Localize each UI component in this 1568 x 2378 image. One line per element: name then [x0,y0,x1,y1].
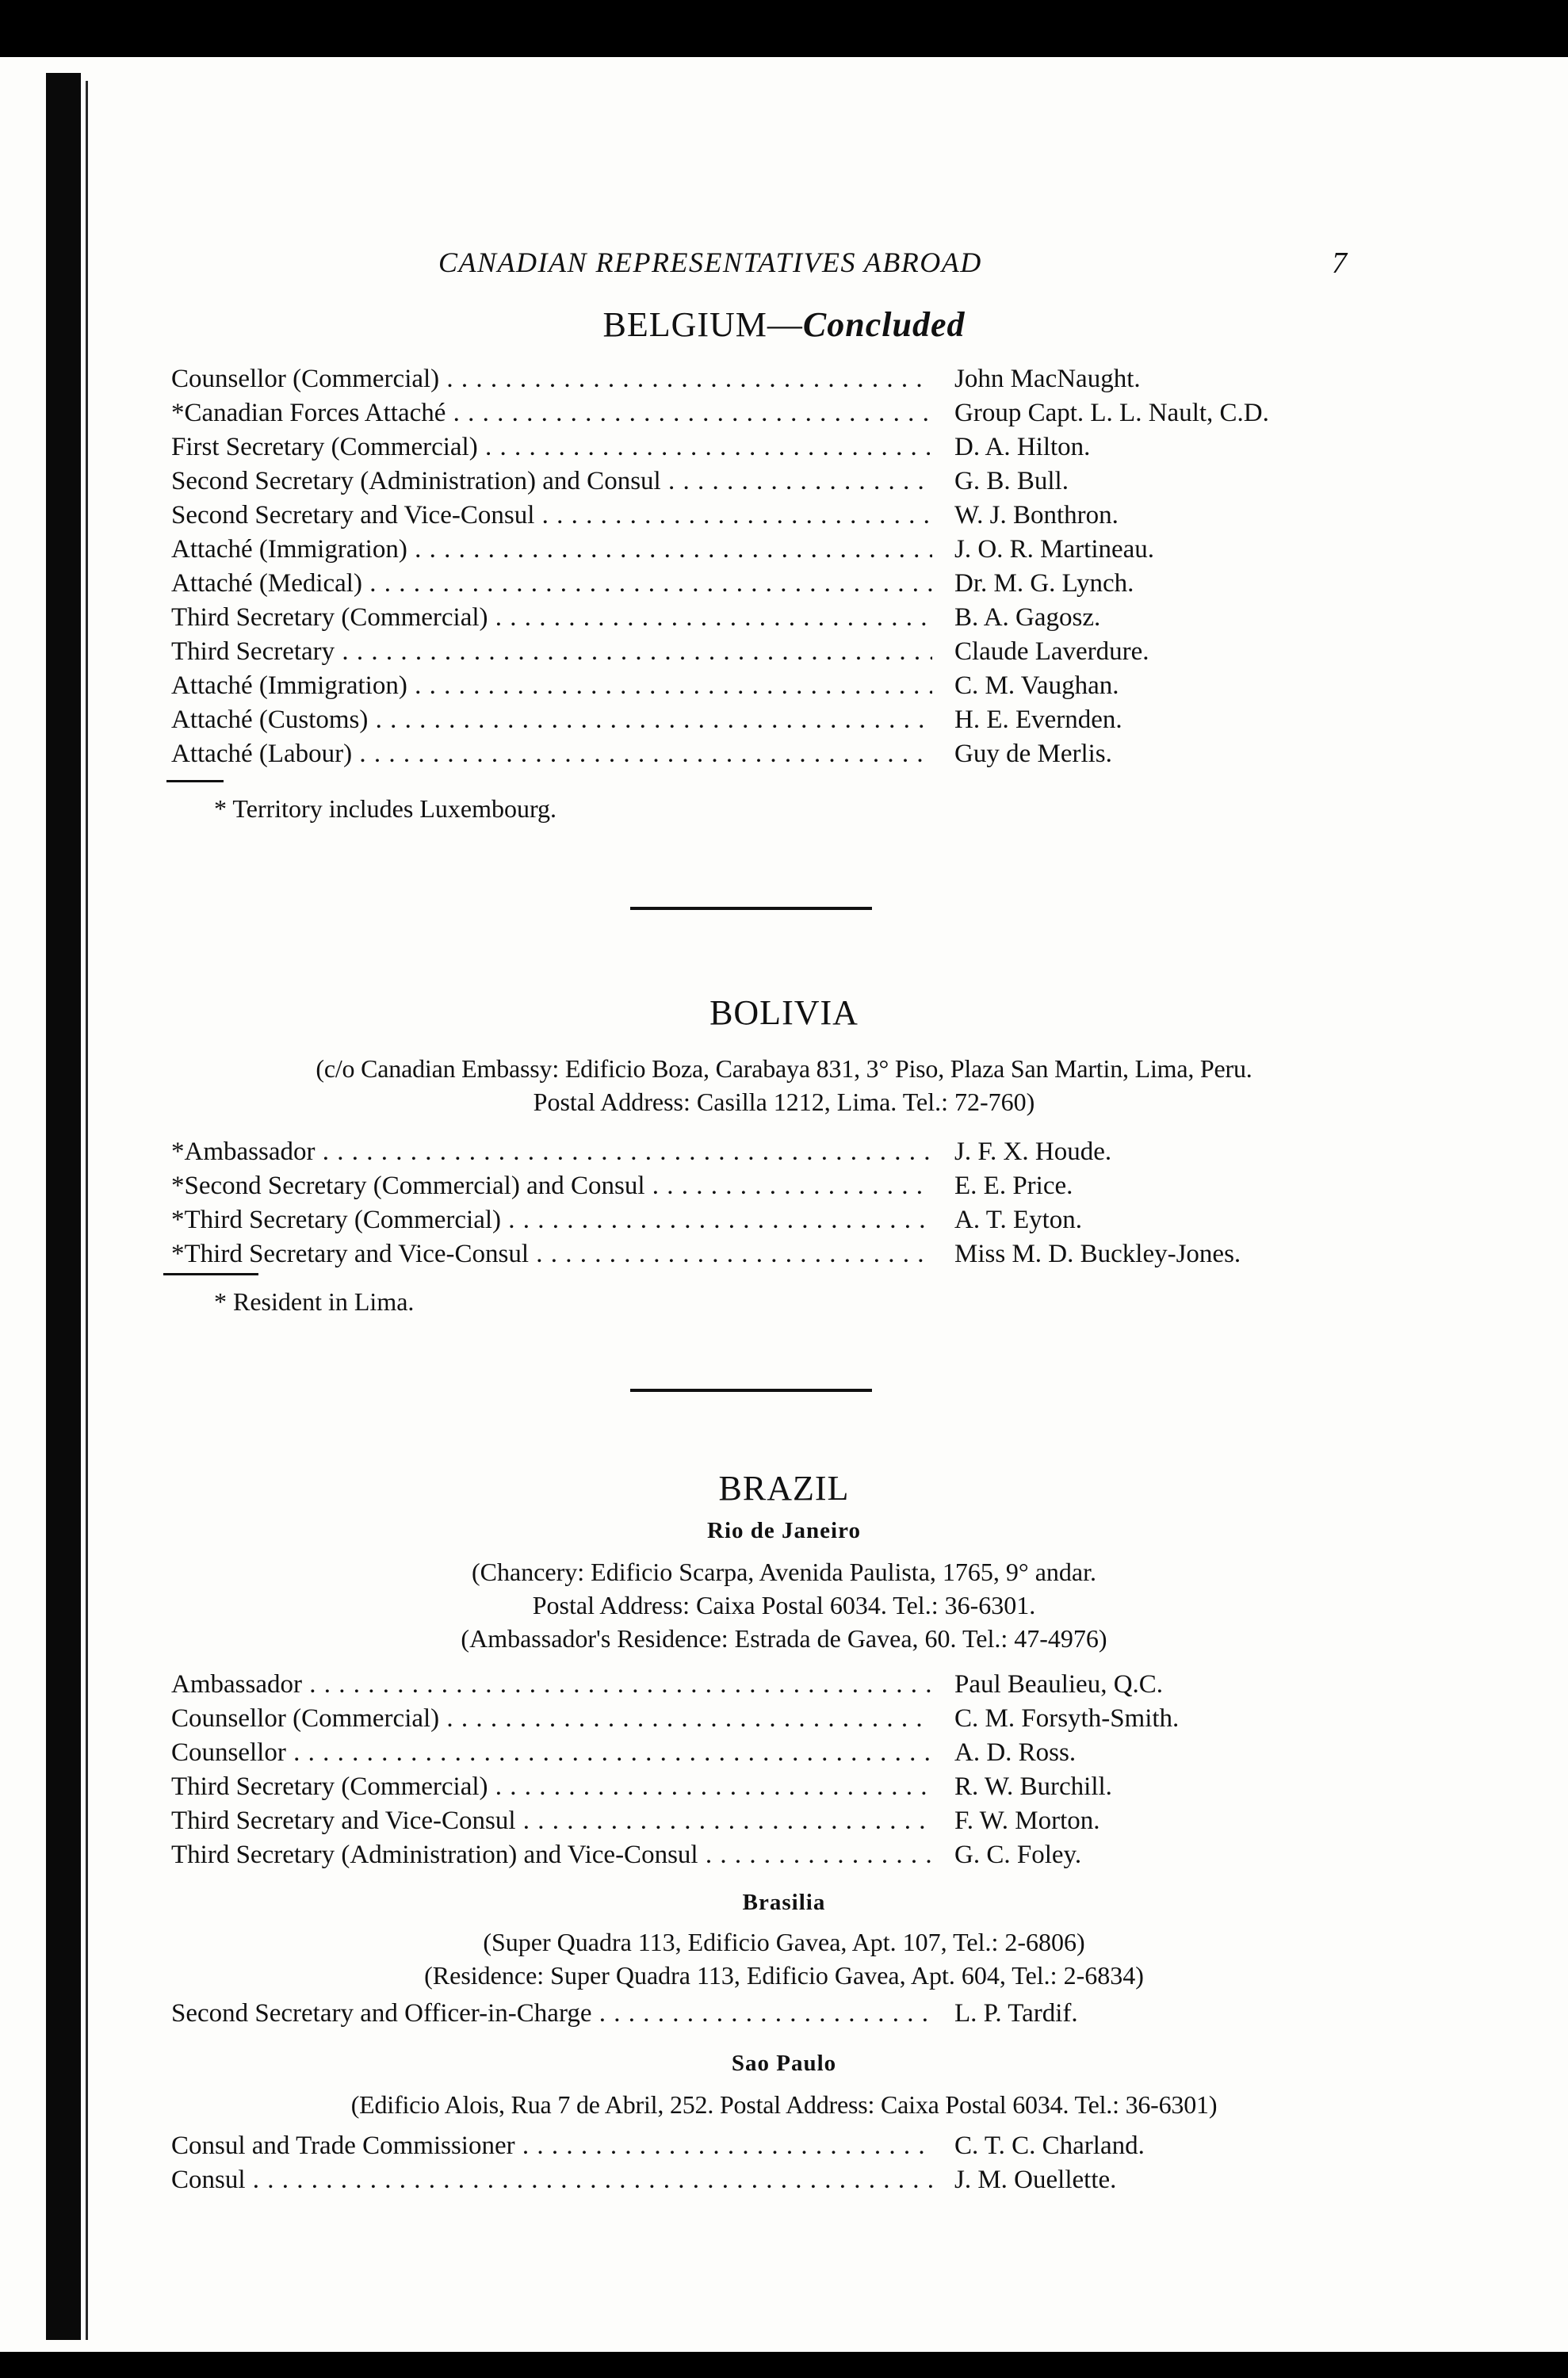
list-item [171,365,1360,400]
list-item [171,1206,1360,1241]
city-heading-sao-paulo: Sao Paulo [731,2051,837,2076]
position-label: Attaché (Labour) . . . [171,740,932,769]
address-line: (Super Quadra 113, Edificio Gavea, Apt. 107, Tel.: 2-6806) [483,1928,1085,1956]
list-item [171,2166,1360,2200]
person-name: A. D. Ross. [954,1738,1077,1767]
list-item [171,501,1360,536]
person-name: Guy de Merlis. [954,740,1112,768]
list-item [171,740,1360,774]
person-name: W. J. Bonthron. [954,501,1119,530]
city-heading-brasilia: Brasilia [742,1890,826,1915]
list-item [171,1841,1360,1875]
address-line: (Chancery: Edificio Scarpa, Avenida Paulista, 1765, 9° andar. [472,1558,1096,1586]
list-item [171,433,1360,468]
person-name: D. A. Hilton. [954,433,1091,461]
person-name: Dr. M. G. Lynch. [954,569,1134,598]
list-item [171,399,1360,434]
person-name: Paul Beaulieu, Q.C. [954,1670,1164,1699]
footnote: * Resident in Lima. [214,1287,415,1316]
person-name: C. M. Forsyth-Smith. [954,1704,1180,1733]
position-label: Counsellor . . . [171,1738,932,1768]
list-item [171,1738,1360,1773]
person-name: R. W. Burchill. [954,1772,1112,1801]
person-name: C. T. C. Charland. [954,2131,1145,2160]
list-item [171,569,1360,604]
list-item [171,1806,1360,1841]
person-name: H. E. Evernden. [954,705,1122,734]
page-number: 7 [1332,247,1347,280]
person-name: J. F. X. Houde. [954,1137,1112,1166]
list-item [171,1772,1360,1807]
position-label: Consul . . . [171,2166,932,2195]
running-title: CANADIAN REPRESENTATIVES ABROAD [438,247,982,278]
footnote-rule [166,780,224,782]
section-divider [630,1389,872,1392]
position-label: Third Secretary (Commercial) . . . [171,1772,932,1802]
position-label: Third Secretary and Vice-Consul . . . [171,1806,932,1836]
person-name: G. C. Foley. [954,1841,1082,1869]
list-item [171,1670,1360,1705]
list-item [171,1704,1360,1739]
section-title-main: BELGIUM— [602,305,803,344]
list-item [171,637,1360,672]
document-page [0,57,1568,2352]
address-line: (c/o Canadian Embassy: Edificio Boza, Carabaya 831, 3° Piso, Plaza San Martin, Lima, Peru. [316,1054,1252,1083]
list-item [171,535,1360,570]
section-title-brazil: BRAZIL [718,1469,850,1508]
person-name: L. P. Tardif. [954,1999,1078,2028]
position-label: Third Secretary (Administration) and Vice-Consul . . . [171,1841,932,1870]
section-title-bolivia: BOLIVIA [709,993,859,1032]
person-name: J. M. Ouellette. [954,2166,1117,2194]
position-label: *Third Secretary and Vice-Consul . . . [171,1240,932,1269]
position-label: Attaché (Medical) . . . [171,569,932,598]
address-line: (Residence: Super Quadra 113, Edificio Gavea, Apt. 604, Tel.: 2-6834) [424,1961,1144,1990]
section-divider [630,907,872,910]
position-label: Second Secretary and Officer-in-Charge . . . [171,1999,932,2028]
footnote-rule [163,1273,258,1275]
position-label: Third Secretary . . . [171,637,932,667]
list-item [171,467,1360,502]
section-title-concluded: Concluded [802,305,966,344]
person-name: Group Capt. L. L. Nault, C.D. [954,399,1269,427]
section-title-belgium [0,304,1568,345]
position-label: Attaché (Customs) . . . [171,705,932,735]
person-name: Claude Laverdure. [954,637,1149,666]
position-label: Second Secretary and Vice-Consul . . . [171,501,932,530]
person-name: C. M. Vaughan. [954,671,1119,700]
list-item [171,1240,1360,1275]
person-name: E. E. Price. [954,1172,1073,1200]
list-item [171,1999,1360,2034]
address-line: (Edificio Alois, Rua 7 de Abril, 252. Postal Address: Caixa Postal 6034. Tel.: 36-6301) [350,2090,1218,2119]
position-label: *Ambassador . . . [171,1137,932,1167]
position-label: First Secretary (Commercial) . . . [171,433,932,462]
person-name: Miss M. D. Buckley-Jones. [954,1240,1241,1268]
list-item [171,671,1360,706]
person-name: F. W. Morton. [954,1806,1100,1835]
position-label: Ambassador . . . [171,1670,932,1699]
list-item [171,705,1360,740]
position-label: Third Secretary (Commercial) . . . [171,603,932,633]
list-item [171,1137,1360,1172]
person-name: J. O. R. Martineau. [954,535,1155,564]
position-label: Second Secretary (Administration) and Consul . . . [171,467,932,496]
list-item [171,603,1360,638]
running-header [0,246,1568,281]
position-label: *Third Secretary (Commercial) . . . [171,1206,932,1235]
person-name: B. A. Gagosz. [954,603,1101,632]
position-label: Attaché (Immigration) . . . [171,671,932,701]
person-name: John MacNaught. [954,365,1141,393]
position-label: Counsellor (Commercial) . . . [171,1704,932,1734]
city-heading-rio: Rio de Janeiro [707,1518,861,1543]
address-line: Postal Address: Casilla 1212, Lima. Tel.: 72-760) [533,1088,1035,1116]
position-label: *Canadian Forces Attaché . . . [171,399,932,428]
list-item [171,2131,1360,2166]
position-label: *Second Secretary (Commercial) and Consul . . . [171,1172,932,1201]
position-label: Consul and Trade Commissioner . . . [171,2131,932,2161]
list-item [171,1172,1360,1206]
position-label: Attaché (Immigration) . . . [171,535,932,564]
address-line: (Ambassador's Residence: Estrada de Gavea, 60. Tel.: 47-4976) [461,1624,1107,1653]
person-name: A. T. Eyton. [954,1206,1083,1234]
footnote: * Territory includes Luxembourg. [214,794,557,823]
address-line: Postal Address: Caixa Postal 6034. Tel.: 36-6301. [532,1591,1036,1619]
position-label: Counsellor (Commercial) . . . [171,365,932,394]
person-name: G. B. Bull. [954,467,1069,495]
page-content [0,57,1568,2352]
